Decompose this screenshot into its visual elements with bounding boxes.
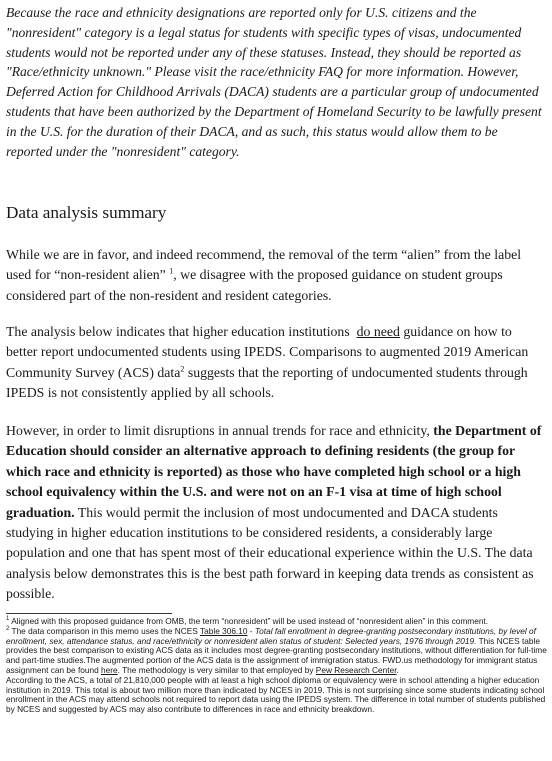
footnote-2-text-b: - [247,625,255,636]
footnote-ref-1[interactable]: 1 [169,266,174,276]
emphasis-underlined: do need [356,324,400,339]
paragraph-2-text-b: guidance on how to better report undocumented students using IPEDS. Comparisons to augmented 2019 American Community Survey (ACS) data [6,324,529,380]
paragraph-3-text-b: This would permit the inclusion of most undocumented and DACA students studying in higher education institutions to be considered residents, a considerably large population and one that has spent most of their educational experience within the U.S. The data analysis below demonstrates this is the best path forward in keeping data trends as consistent as possible. [6,504,534,602]
paragraph-1-text-b: , we disagree with the proposed guidance on student groups considered part of the non-resident and resident categories. [6,267,503,303]
footnote-divider [6,613,172,614]
footnote-ref-2[interactable]: 2 [180,364,185,374]
paragraph-2 [6,322,546,404]
table-306-10-link[interactable]: Table 306.10 [199,625,248,636]
footnote-2-text-d: . The methodology is very similar to that employed by [117,664,316,675]
paragraph-2-text-c: suggests that the reporting of undocumented students through IPEDS is not consistently applied by all schools. [6,364,528,401]
paragraph-3-text-a: However, in order to limit disruptions in annual trends for race and ethnicity, [6,423,434,438]
footnotes [6,617,548,715]
footnote-2-text-c: This NCES table provides the best comparison to existing ACS data as it includes most degree-granting postsecondary institutions, without differentiation for full-time and part-time studies.The augmented portion of the ACS data is the assignment of immigration status. FWD.us methodology for immigrant status assignment can be found [6,635,547,675]
footnote-2 [6,627,548,676]
footnote-2-number: 2 [6,626,10,633]
paragraph-1 [6,245,546,306]
footnote-2-text-e: . [396,664,399,675]
paragraph-2-text-a: The analysis below indicates that higher education institutions [6,324,350,339]
footnote-3: According to the ACS, a total of 21,810,000 people with at least a high school diploma or equivalency were in school attending a higher education institution in 2019. This total is about two million more than indicated by NCES in 2019. This is not surprising since some students indicating school enrollment in the ACS may attend schools not required to report data using the IPEDS system. The difference in total number of students published by NCES and suggested by ACS may also contribute to differences in race and ethnicity breakdown. [6,674,546,715]
paragraph-3 [6,421,546,605]
footnote-2-text-a: The data comparison in this memo uses the NCES [9,625,200,636]
intro-paragraph: Because the race and ethnicity designations are reported only for U.S. citizens and the "nonresident" category is a legal status for students with specific types of visas, undocumented students would not be reported under any of these statuses. Instead, they should be reported as "Race/ethnicity unknown." Please visit the race/ethnicity FAQ for more information. However, Deferred Action for Childhood Arrivals (DACA) students are a particular group of undocumented students that have been authorized by the Department of Homeland Security to be lawfully present in the U.S. for the duration of their DACA, and as such, this status would allow them to be reported under the "nonresident" category. [6,5,542,159]
section-heading: Data analysis summary [6,203,167,222]
paragraph-3-bold: the Department of Education should consider an alternative approach to defining residents (the group for which race and ethnicity is reported) as those who have completed high school or a high school equivalency within the U.S. and were not on an F-1 visa at time of high school graduation. [6,423,542,520]
fwd-methodology-link[interactable]: here [101,664,118,675]
footnote-2-table-title: Total fall enrollment in degree-granting postsecondary institutions, by level of enrollment, sex, attendance status, and race/ethnicity or nonresident alien status of student: Selected years, 1976 through 2019. [6,625,536,646]
paragraph-1-text-a: While we are in favor, and indeed recommend, the removal of the term “alien” from the label used for “non-resident alien” [6,247,522,283]
pew-research-link[interactable]: Pew Research Center [315,664,397,675]
footnote-1-text: Aligned with this proposed guidance from OMB, the term “nonresident” will be used instead of “nonresident alien” in this comment. [9,616,489,626]
footnote-1-number: 1 [6,616,10,623]
